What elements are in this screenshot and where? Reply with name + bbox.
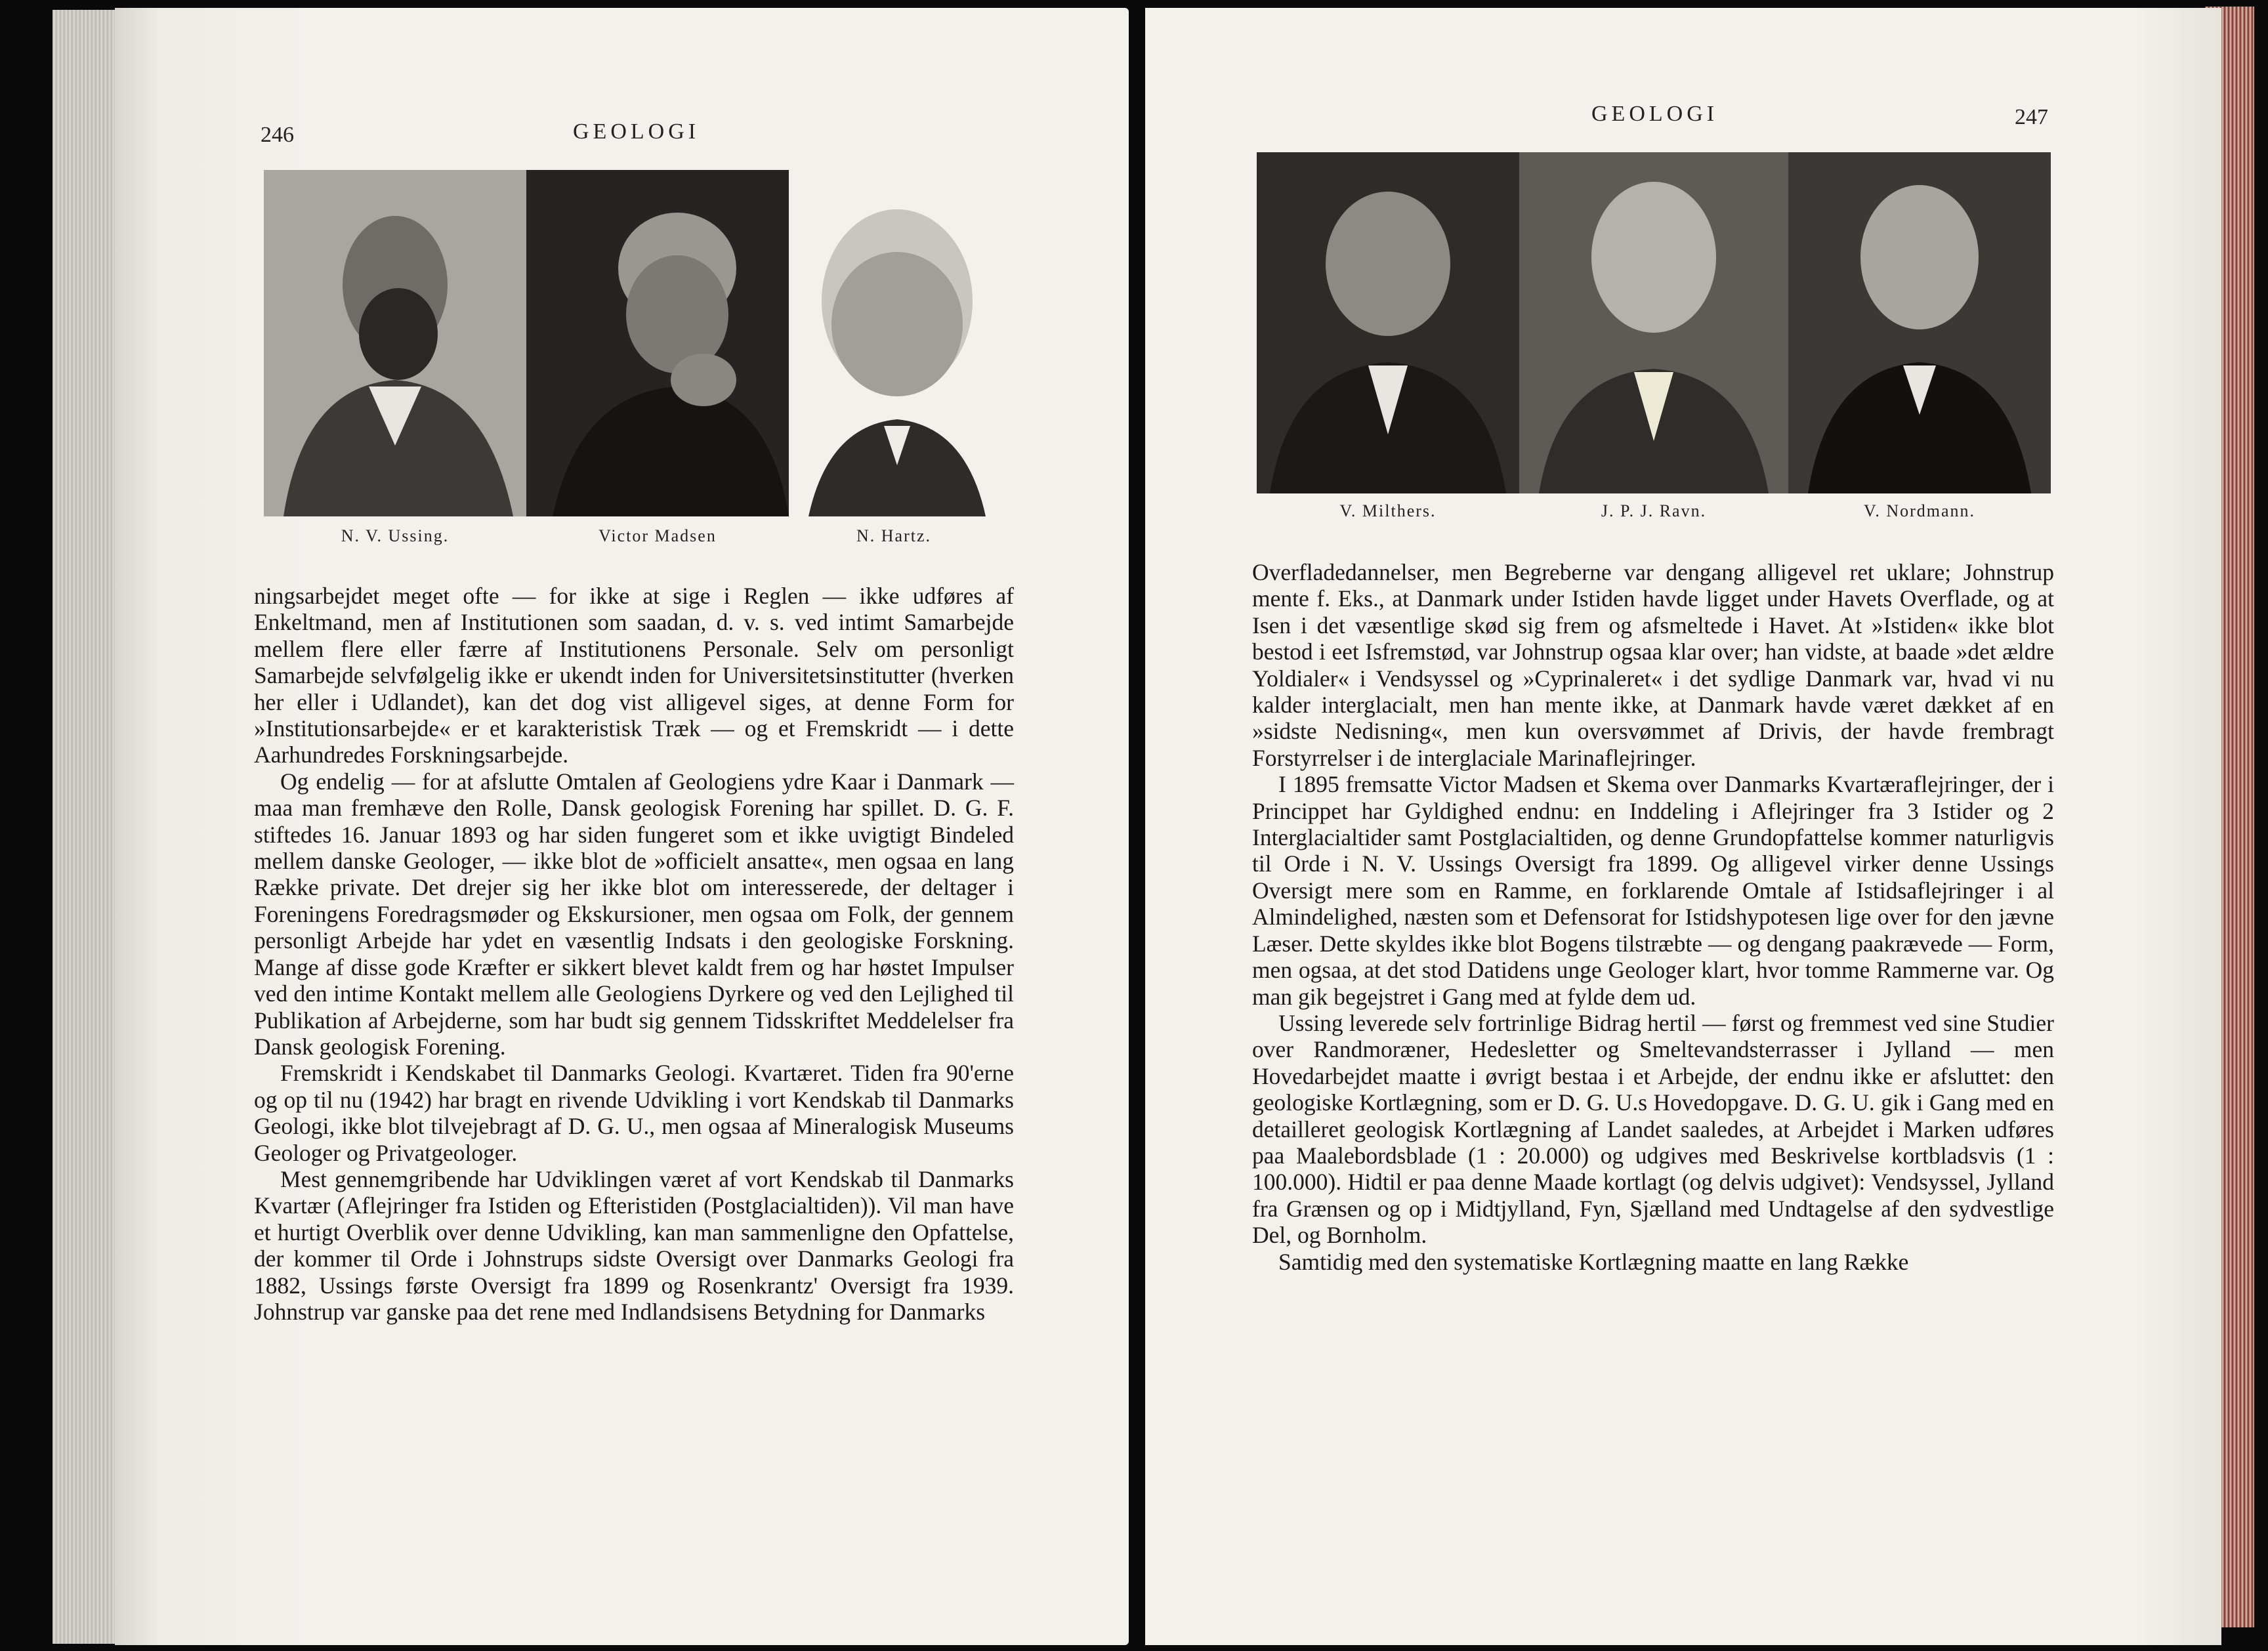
right-page (1145, 8, 2221, 1645)
paragraph: Fremskridt i Kendskabet til Danmarks Geologi. Kvartæret. Tiden fra 90'erne og op til nu (1942) har bragt en rivende Udvikling i vort Kendskab til Danmarks Geologi, ikke blot tilvejebragt af D. G. U., men ogsaa af Mineralogisk Museums Geologer og Privatgeologer. (254, 1060, 1014, 1166)
caption-ussing: N. V. Ussing. (341, 526, 450, 545)
caption-nordmann: V. Nordmann. (1863, 501, 1976, 520)
portrait-ussing (264, 170, 526, 516)
body-text-left (254, 583, 1014, 1325)
paragraph: Overfladedannelser, men Begreberne var dengang alligevel ret uklare; Johnstrup mente f. Eks., at Danmark under Istiden havde ligget under Havets Overflade, og at Isen i det væsentlige skød sig frem og afsmeltede i Havet. At »Istiden« ikke blot bestod i eet Isfremstød, var Johnstrup ogsaa klar over; han vidste, at baade »det ældre Yoldialer« i Vendsyssel og »Cyprinaleret« i det sydlige Danmark var, hvad vi nu kalder interglacialt, men han mente ikke, at Danmark havde været dækket af en »sidste Nedisning«, men kun oversvømmet af Drivis, der havde frembragt Forstyrrelser i de interglaciale Marinaflejringer. (1252, 559, 2054, 771)
caption-ravn: J. P. J. Ravn. (1601, 501, 1707, 520)
portrait-ravn (1519, 152, 1788, 493)
paragraph: Og endelig — for at afslutte Omtalen af Geologiens ydre Kaar i Danmark — maa man fremhæve den Rolle, Dansk geologisk Forening har spillet. D. G. F. stiftedes 16. Januar 1893 og har siden fungeret som et ikke uvigtigt Bindeled mellem danske Geologer, — ikke blot de »officielt ansatte«, men ogsaa en lang Række private. Det drejer sig her ikke blot om interesserede, der deltager i Foreningens Foredragsmøder og Ekskursioner, men ogsaa om Folk, der gennem personligt Arbejde har ydet en væsentlig Indsats i den geologiske Forskning. Mange af disse gode Kræfter er sikkert blevet kaldt frem og har høstet Impulser ved den intime Kontakt mellem alle Geologiens Dyrkere og ved den Lejlighed til Publikation af Arbejderne, som har budt sig gennem Tidsskriftet Meddelelser fra Dansk geologisk Forening. (254, 768, 1014, 1060)
caption-row (1257, 501, 2051, 521)
book-edge-left (52, 10, 115, 1644)
page-number: 247 (2015, 105, 2048, 129)
caption-madsen: Victor Madsen (598, 526, 717, 545)
portrait-madsen (526, 170, 789, 516)
paragraph: Ussing leverede selv fortrinlige Bidrag hertil — først og fremmest ved sine Studier over Randmoræner, Hedesletter og Smeltevandsterrasser i Jylland — men Hovedarbejdet maatte i øvrigt bestaa i et Arbejde, der endnu ikke er afsluttet: den geologiske Kortlægning, som er D. G. U.s Hovedopgave. D. G. U. gik i Gang med en detailleret geologisk Kortlægning af Landet saaledes, at Arbejdet i Marken udføres paa Maalebordsblade (1 : 20.000) og udgives med Beskrivelse kortbladsvis (1 : 100.000). Hidtil er paa denne Maade kortlagt (og delvis udgivet): Vendsyssel, Jylland fra Grænsen og op i Midtjylland, Fyn, Sjælland med Undtagelse af den sydvestlige Del, og Bornholm. (1252, 1009, 2054, 1249)
body-text-right (1252, 559, 2054, 1275)
portrait-row (1257, 152, 2051, 493)
caption-hartz: N. Hartz. (856, 526, 931, 545)
portrait-row (264, 170, 999, 516)
running-head: GEOLOGI (573, 119, 700, 144)
page-number: 246 (261, 123, 294, 147)
paragraph: ningsarbejdet meget ofte — for ikke at sige i Reglen — ikke udføres af Enkeltmand, men af Institutionen som saadan, d. v. s. ved intimt Samarbejde mellem flere eller færre af Institutionens Personale. Selv om personligt Samarbejde selvfølgelig ikke er ukendt inden for Universitetsinstitutter (hverken her eller i Udlandet), kan det dog vist alligevel siges, at denne Form for »Institutionsarbejde« er et karakteristisk Træk — og et Fremskridt — i dette Aarhundredes Forskningsarbejde. (254, 583, 1014, 768)
left-page (115, 8, 1129, 1645)
paragraph: I 1895 fremsatte Victor Madsen et Skema over Danmarks Kvartæraflejringer, der i Princippet har Gyldighed endnu: en Inddeling i Aflejringer fra 3 Istider og 2 Interglacialtider samt Postglacialtiden, og denne Grundopfattelse kommer naturligvis til Orde i N. V. Ussings Oversigt fra 1899. Og alligevel virker denne Ussings Oversigt mere som en Ramme, en forklarende Omtale af Istidsaflejringer i al Almindelighed, næsten som et Defensorat for Istidshypotesen lige over for den jævne Læser. Dette skyldes ikke blot Bogens tilstræbte — og dengang paakrævede — Form, men ogsaa, at det stod Datidens unge Geologer klart, hvor tomme Rammerne var. Og man gik begejstret i Gang med at fylde dem ud. (1252, 771, 2054, 1010)
running-head: GEOLOGI (1591, 102, 1719, 126)
caption-row (264, 526, 999, 546)
caption-milthers: V. Milthers. (1339, 501, 1437, 520)
portrait-hartz (789, 170, 999, 516)
paragraph: Samtidig med den systematiske Kortlægning maatte en lang Række (1278, 1248, 1909, 1275)
paragraph: Mest gennemgribende har Udviklingen været af vort Kendskab til Danmarks Kvartær (Aflejringer fra Istiden og Efteristiden (Postglacialtiden)). Vil man have et hurtigt Overblik over denne Udvikling, kan man sammenligne den Opfattelse, der kommer til Orde i Johnstrups sidste Oversigt over Danmarks Geologi fra 1882, Ussings første Oversigt fra 1899 og Rosenkrantz' Oversigt fra 1939. Johnstrup var ganske paa det rene med Indlandsisens Betydning for Danmarks (254, 1165, 1014, 1325)
portrait-milthers (1257, 152, 1519, 493)
portrait-nordmann (1788, 152, 2051, 493)
